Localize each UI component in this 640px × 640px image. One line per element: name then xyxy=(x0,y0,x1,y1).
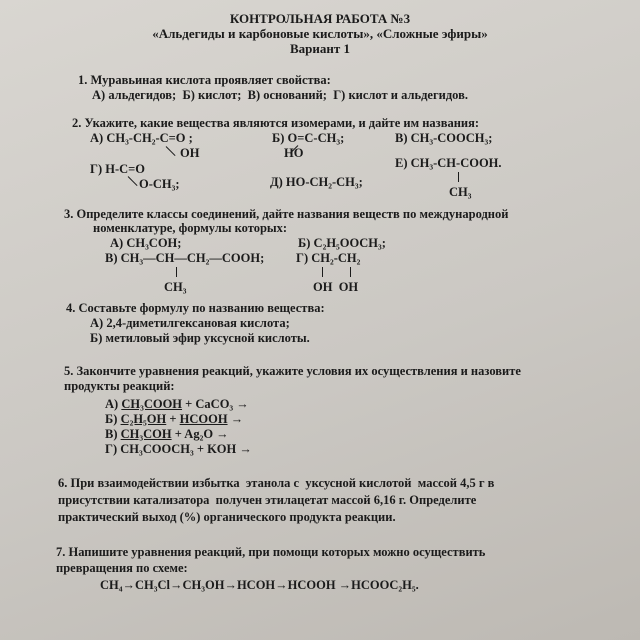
q5-b-rest: → xyxy=(227,412,244,426)
q5-a-label: А) xyxy=(105,397,119,411)
page-title: КОНТРОЛЬНАЯ РАБОТА №3 xyxy=(229,11,411,26)
q5-b-label: Б) xyxy=(105,412,118,426)
q5-reaction-a xyxy=(105,397,249,411)
q3-formula-g: Г) CH₂-CH₂ xyxy=(296,251,361,265)
q5-b-reactant2: HCOOH xyxy=(179,412,228,426)
q2-formula-v: В) CH₃-COOCH₃; xyxy=(395,131,493,145)
q2-formula-b: Б) O=C-CH₃; xyxy=(272,131,345,145)
q5-reaction-v xyxy=(105,427,229,441)
q3-bond-v xyxy=(176,267,177,277)
q7-line2: превращения по схеме: xyxy=(56,561,188,575)
q2-formula-g-och3: O-CH₃; xyxy=(139,177,180,191)
q2-formula-e: Е) CH₃-CH-COOH. xyxy=(395,156,502,170)
q6-line2: присутствии катализатора получен этилацетат массой 6,16 г. Определите xyxy=(58,493,477,507)
q5-text-line1: 5. Закончите уравнения реакций, укажите условия их осуществления и назовите xyxy=(64,364,521,378)
variant-label: Вариант 1 xyxy=(289,41,351,56)
q2-text: 2. Укажите, какие вещества являются изомерами, и дайте им названия: xyxy=(72,116,480,130)
q2-bond-a xyxy=(166,146,176,156)
q1-options: А) альдегидов; Б) кислот; В) оснований; Г) кислот и альдегидов. xyxy=(92,88,468,102)
q5-reaction-b xyxy=(105,412,243,426)
q3-formula-v: В) CH₃—CH—CH₂—COOH; xyxy=(105,251,265,265)
q2-bond-e xyxy=(458,172,459,182)
q2-formula-e-ch3: CH₃ xyxy=(449,185,472,199)
q2-formula-b-ho: HO xyxy=(284,146,304,160)
q6-line1: 6. При взаимодействии избытка этанола с уксусной кислотой массой 4,5 г в xyxy=(58,476,495,490)
q3-formula-v-ch3: CH₃ xyxy=(164,280,187,294)
q4-item-a: А) 2,4-диметилгексановая кислота; xyxy=(90,316,290,330)
q3-formula-b: Б) C₂H₅OOCH₃; xyxy=(298,236,386,250)
q1-text: 1. Муравьиная кислота проявляет свойства: xyxy=(78,73,331,87)
q6-line3: практический выход (%) органического продукта реакции. xyxy=(58,510,396,524)
q2-bond-g xyxy=(128,176,138,186)
q3-formula-g-oh: OH OH xyxy=(313,280,359,294)
q2-formula-g: Г) H-C=O xyxy=(90,162,145,176)
q5-v-label: В) xyxy=(105,427,118,441)
q2-formula-a: А) CH₃-CH₂-C=O ; xyxy=(90,131,193,145)
q4-item-b: Б) метиловый эфир уксусной кислоты. xyxy=(90,331,310,345)
q5-reaction-g: Г) CH₃COOCH₃ + KOH → xyxy=(105,442,252,456)
page-subtitle: «Альдегиды и карбоновые кислоты», «Сложные эфиры» xyxy=(152,26,488,41)
q3-formula-a: А) CH₃COH; xyxy=(110,236,182,250)
q5-v-rest: + Ag₂O → xyxy=(171,427,229,441)
q5-v-reactant: CH₃COH xyxy=(120,427,172,441)
q3-text-line1: 3. Определите классы соединений, дайте названия веществ по международной xyxy=(64,207,509,221)
q5-b-reactant1: C₂H₅OH xyxy=(120,412,167,426)
q7-scheme: CH₄→CH₃Cl→CH₃OH→HCOH→HCOOH →HCOOC₂H₅. xyxy=(100,578,419,592)
q2-formula-d: Д) HO-CH₂-CH₃; xyxy=(270,175,363,189)
q5-text-line2: продукты реакций: xyxy=(64,379,175,393)
q3-bond-g2 xyxy=(350,267,351,277)
q2-formula-a-oh: OH xyxy=(180,146,200,160)
q7-line1: 7. Напишите уравнения реакций, при помощи которых можно осуществить xyxy=(56,545,486,559)
q3-text-line2: номенклатуре, формулы которых: xyxy=(93,221,288,235)
q3-bond-g1 xyxy=(322,267,323,277)
q5-a-rest: + CaCO₃ → xyxy=(182,397,249,411)
q5-b-plus: + xyxy=(166,412,180,426)
q5-a-reactant: CH₃COOH xyxy=(121,397,183,411)
q4-text: 4. Составьте формулу по названию вещества: xyxy=(66,301,325,315)
